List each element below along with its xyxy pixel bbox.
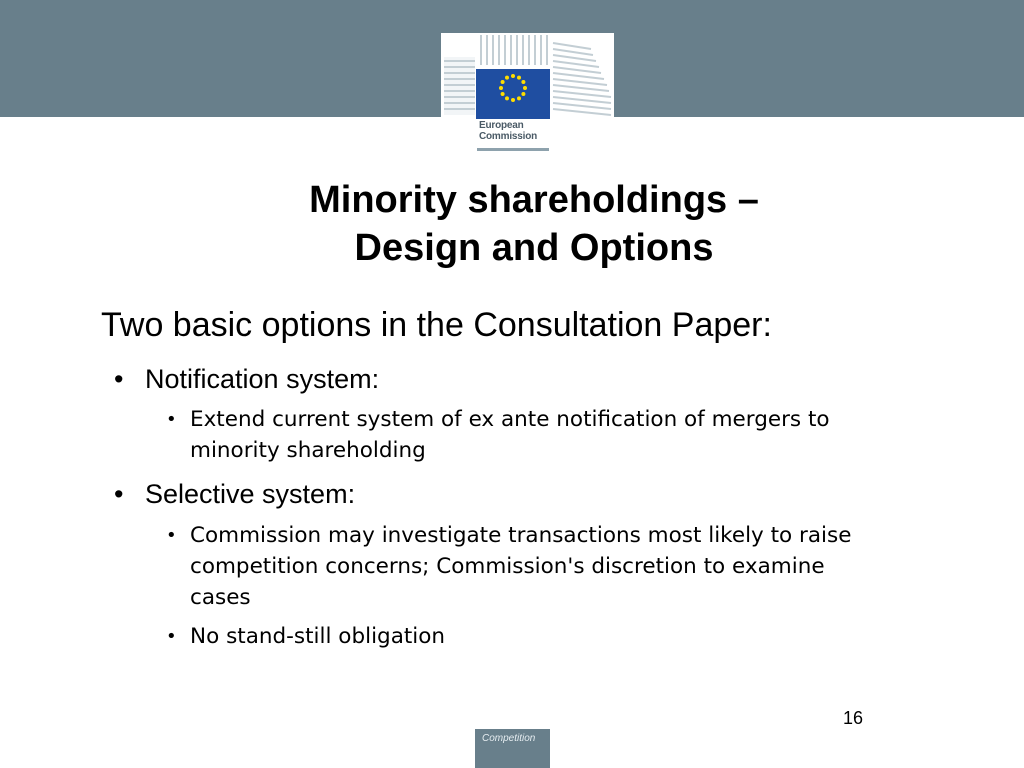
bullet-dot-icon: • xyxy=(114,364,124,394)
logo-wordmark xyxy=(479,120,537,142)
sub-bullet-text: Extend current system of ex ante notification of mergers to minority shareholding xyxy=(190,407,830,463)
page-number: 16 xyxy=(843,708,864,728)
sub-bullet-dot-icon: • xyxy=(166,626,177,647)
intro-text: Two basic options in the Consultation Paper: xyxy=(101,306,772,344)
bullet-dot-icon: • xyxy=(114,479,124,509)
footer-label: Competition xyxy=(482,733,536,744)
slide-title-line-2: Design and Options xyxy=(354,227,714,269)
sub-bullet-dot-icon: • xyxy=(166,525,177,546)
sub-bullet-dot-icon: • xyxy=(166,409,177,430)
bullet-label: Notification system: xyxy=(145,364,380,394)
slide-title-line-1: Minority shareholdings – xyxy=(309,179,759,221)
bullet-label: Selective system: xyxy=(145,479,356,509)
slide-title xyxy=(0,176,1024,272)
european-commission-logo xyxy=(441,33,614,152)
logo-underline xyxy=(477,148,549,151)
sub-bullet-text: No stand-still obligation xyxy=(190,624,446,649)
logo-line-2: Commission xyxy=(479,131,538,142)
logo-line-1: European xyxy=(479,120,524,131)
sub-bullet-text: Commission may investigate transactions most likely to raise competition concerns; Commission's discretion to examine cases xyxy=(190,523,852,610)
footer-competition-tag xyxy=(475,729,550,768)
